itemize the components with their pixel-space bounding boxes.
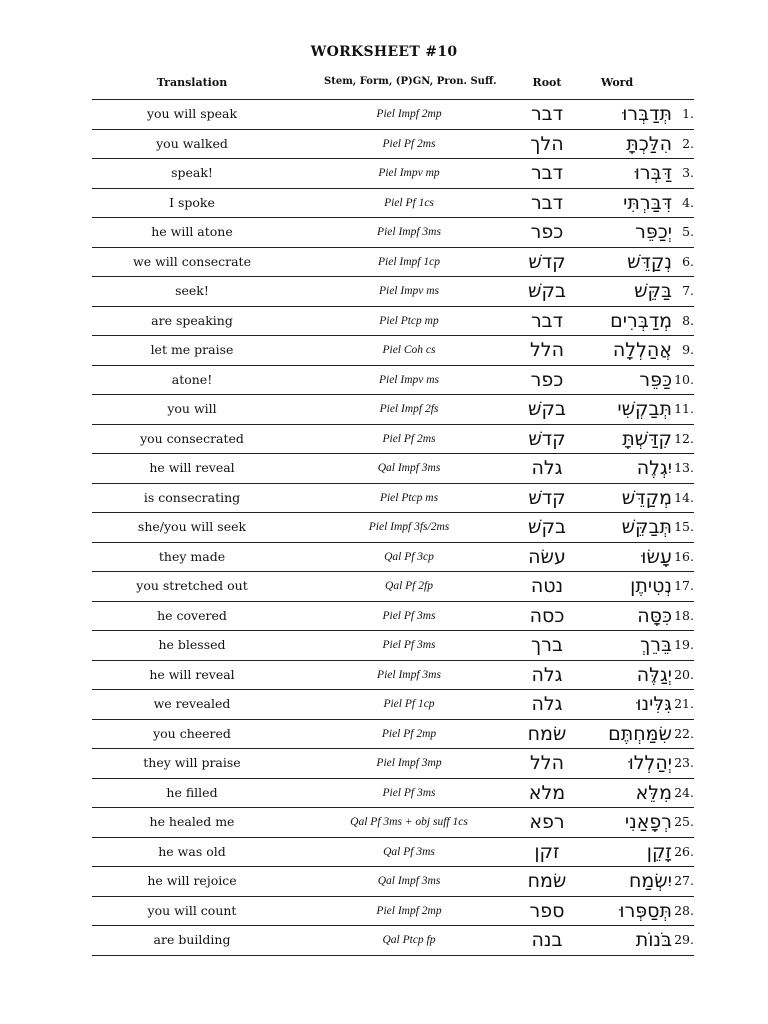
number-cell: 25.: [674, 814, 694, 829]
stem-cell: Piel Pf 2ms: [382, 137, 436, 150]
translation-cell: you will speak: [146, 106, 238, 121]
translation-cell: he will reveal: [149, 666, 235, 682]
table-row: [92, 100, 694, 130]
translation-cell: we revealed: [153, 696, 231, 711]
root-cell: כפר: [530, 368, 564, 391]
translation-cell: he will reveal: [149, 460, 235, 475]
root-cell: הלך: [530, 132, 564, 155]
table-header: [92, 76, 692, 96]
stem-cell: Qal Impf 3ms: [377, 875, 441, 887]
word-cell: מִלֵּא: [635, 781, 672, 804]
number-cell: 1.: [682, 106, 694, 121]
number-cell: 4.: [682, 194, 694, 210]
table-row: [92, 926, 694, 956]
word-cell: יְהַלְלוּ: [628, 752, 672, 774]
translation-cell: he was old: [158, 843, 226, 859]
stem-cell: Piel Ptcp mp: [379, 314, 439, 327]
stem-cell: Piel Pf 3ms: [382, 609, 436, 622]
stem-cell: Piel Impf 3fs/2ms: [368, 521, 450, 533]
word-cell: בַּקֵּשׁ: [634, 280, 672, 302]
translation-cell: he filled: [166, 784, 218, 800]
stem-cell: Piel Ptcp ms: [379, 491, 439, 504]
number-cell: 20.: [674, 666, 694, 682]
stem-cell: Piel Pf 2mp: [381, 727, 437, 740]
root-cell: קדשׁ: [528, 250, 566, 273]
number-cell: 15.: [674, 519, 694, 534]
word-cell: זָקֵן: [646, 840, 672, 863]
translation-cell: they made: [158, 548, 226, 564]
root-cell: הלל: [529, 752, 564, 774]
translation-cell: they will praise: [143, 755, 241, 770]
root-cell: כסה: [529, 604, 565, 627]
table-row: [92, 897, 694, 927]
word-cell: יְכַפֵּר: [635, 221, 672, 243]
table-row: [92, 454, 694, 484]
word-cell: יִשְׂמַח: [628, 870, 672, 892]
stem-cell: Piel Pf 3ms: [382, 639, 436, 651]
translation-cell: seek!: [175, 283, 209, 298]
table-row: [92, 867, 694, 897]
table-row: [92, 779, 694, 809]
table-row: [92, 572, 694, 602]
translation-cell: you will count: [147, 902, 237, 918]
root-cell: בנה: [531, 929, 563, 951]
stem-cell: Piel Impf 3ms: [377, 668, 441, 681]
word-cell: מְדַבְּרִים: [610, 309, 672, 332]
stem-cell: Piel Pf 2ms: [382, 432, 436, 445]
stem-cell: Piel Impf 2fs: [379, 403, 439, 415]
number-cell: 18.: [674, 607, 694, 623]
number-cell: 28.: [674, 902, 694, 918]
stem-cell: Qal Impf 3ms: [377, 462, 441, 474]
translation-cell: you walked: [156, 135, 228, 151]
word-cell: יִגְלֶה: [636, 457, 672, 479]
root-cell: הלל: [529, 339, 564, 361]
word-cell: אֲהַלְלָה: [612, 339, 672, 361]
number-cell: 21.: [674, 696, 694, 711]
translation-cell: you stretched out: [136, 578, 248, 593]
header-translation: Translation: [156, 76, 228, 89]
word-cell: גִּלִּינוּ: [636, 693, 672, 715]
word-cell: כַּפֵּר: [639, 368, 672, 391]
word-cell: דִּבַּרְתִּי: [623, 191, 672, 214]
word-cell: יְגַלֶּה: [636, 663, 672, 686]
stem-cell: Qal Pf 3ms: [383, 845, 435, 858]
root-cell: דבר: [530, 103, 564, 125]
translation-cell: speak!: [171, 165, 213, 180]
table-row: [92, 425, 694, 455]
translation-cell: you consecrated: [140, 430, 244, 446]
stem-cell: Piel Coh cs: [382, 344, 436, 356]
table-row: [92, 159, 694, 189]
root-cell: שׂמח: [527, 870, 567, 892]
word-cell: שִׂמַּחְתֶּם: [608, 722, 672, 745]
table-row: [92, 248, 694, 278]
number-cell: 29.: [674, 932, 694, 947]
stem-cell: Piel Impv ms: [378, 373, 440, 386]
table-row: [92, 661, 694, 691]
stem-cell: Piel Impf 3ms: [377, 226, 441, 238]
root-cell: בקשׁ: [528, 280, 566, 302]
root-cell: שׂמח: [527, 722, 567, 745]
stem-cell: Qal Pf 2fp: [385, 580, 433, 592]
translation-cell: she/you will seek: [137, 519, 247, 534]
translation-cell: he blessed: [158, 637, 226, 652]
number-cell: 6.: [682, 253, 694, 269]
word-cell: נְקַדֵּשׁ: [627, 250, 672, 273]
root-cell: ספר: [529, 899, 565, 922]
stem-cell: Piel Pf 1cs: [384, 196, 434, 209]
root-cell: בקשׁ: [528, 516, 566, 538]
stem-cell: Piel Impv ms: [378, 285, 440, 297]
table-row: [92, 543, 694, 573]
number-cell: 5.: [682, 224, 694, 239]
word-cell: קִדַּשְׁתָּ: [622, 427, 672, 450]
header-word: Word: [600, 76, 634, 89]
table-row: [92, 336, 694, 366]
root-cell: גלה: [531, 663, 563, 686]
translation-cell: I spoke: [169, 194, 215, 210]
number-cell: 23.: [674, 755, 694, 770]
word-cell: דַּבְּרוּ: [634, 162, 672, 184]
number-cell: 22.: [674, 725, 694, 741]
root-cell: גלה: [531, 457, 563, 479]
header-root: Root: [532, 76, 562, 89]
stem-cell: Qal Ptcp fp: [382, 934, 436, 946]
stem-cell: Piel Impv mp: [378, 167, 440, 179]
number-cell: 8.: [682, 312, 694, 328]
table-row: [92, 307, 694, 337]
table-row: [92, 513, 694, 543]
word-cell: תְּסַפְּרוּ: [619, 899, 672, 922]
number-cell: 26.: [674, 843, 694, 859]
root-cell: דבר: [530, 309, 564, 332]
number-cell: 10.: [674, 371, 694, 387]
root-cell: קדשׁ: [528, 427, 566, 450]
number-cell: 3.: [682, 165, 694, 180]
table-row: [92, 720, 694, 750]
translation-cell: is consecrating: [143, 489, 241, 505]
root-cell: רפא: [529, 811, 565, 833]
stem-cell: Piel Impf 1cp: [378, 255, 440, 268]
translation-cell: are building: [153, 932, 231, 947]
translation-cell: he covered: [157, 607, 227, 623]
translation-cell: he will rejoice: [147, 873, 237, 888]
root-cell: זקן: [534, 840, 560, 863]
root-cell: בקשׁ: [528, 398, 566, 420]
table-row: [92, 690, 694, 720]
table-row: [92, 808, 694, 838]
number-cell: 24.: [674, 784, 694, 800]
table-row: [92, 838, 694, 868]
word-cell: בֹּנוֹת: [635, 929, 672, 951]
page-title: WORKSHEET #10: [310, 44, 458, 60]
translation-cell: you will: [167, 401, 217, 416]
number-cell: 12.: [674, 430, 694, 446]
word-cell: מְקַדֵּשׁ: [621, 486, 672, 509]
number-cell: 19.: [674, 637, 694, 652]
translation-cell: are speaking: [151, 312, 233, 328]
stem-cell: Piel Impf 2mp: [376, 108, 442, 120]
header-stem: Stem, Form, (P)GN, Pron. Suff.: [324, 76, 497, 87]
stem-cell: Qal Pf 3cp: [384, 550, 434, 563]
number-cell: 27.: [674, 873, 694, 888]
table-row: [92, 631, 694, 661]
table-row: [92, 218, 694, 248]
number-cell: 16.: [674, 548, 694, 564]
translation-cell: atone!: [171, 371, 213, 387]
word-cell: תְּדַבְּרוּ: [622, 103, 672, 125]
stem-cell: Piel Impf 2mp: [376, 904, 442, 917]
root-cell: דבר: [530, 162, 564, 184]
word-cell: תְּבַקְשִׁי: [617, 398, 672, 420]
root-cell: כפר: [530, 221, 564, 243]
number-cell: 17.: [674, 578, 694, 593]
worksheet-table: [92, 99, 694, 956]
root-cell: עשׂה: [528, 545, 566, 568]
root-cell: גלה: [531, 693, 563, 715]
word-cell: בֵּרֵךְ: [640, 634, 672, 656]
root-cell: קדשׁ: [528, 486, 566, 509]
table-row: [92, 602, 694, 632]
table-row: [92, 395, 694, 425]
number-cell: 14.: [674, 489, 694, 505]
translation-cell: we will consecrate: [133, 253, 251, 269]
table-row: [92, 484, 694, 514]
number-cell: 9.: [682, 342, 694, 357]
number-cell: 7.: [682, 283, 694, 298]
number-cell: 11.: [674, 401, 694, 416]
stem-cell: Piel Impf 3mp: [376, 757, 442, 769]
word-cell: כִּסָּה: [637, 604, 672, 627]
stem-cell: Piel Pf 1cp: [383, 698, 435, 710]
translation-cell: he healed me: [149, 814, 235, 829]
root-cell: ברך: [531, 634, 563, 656]
number-cell: 13.: [674, 460, 694, 475]
word-cell: הִלַּכְתָּ: [626, 132, 672, 155]
table-row: [92, 277, 694, 307]
translation-cell: you cheered: [153, 725, 231, 741]
root-cell: נטה: [530, 575, 564, 597]
table-row: [92, 130, 694, 160]
table-row: [92, 189, 694, 219]
root-cell: מלא: [528, 781, 566, 804]
number-cell: 2.: [682, 135, 694, 151]
table-row: [92, 749, 694, 779]
stem-cell: Piel Pf 3ms: [382, 786, 436, 799]
word-cell: רְפָאַנִי: [624, 811, 672, 833]
translation-cell: let me praise: [150, 342, 234, 357]
word-cell: נְטִיתֶן: [630, 575, 672, 597]
stem-cell: Qal Pf 3ms + obj suff 1cs: [350, 816, 468, 828]
word-cell: תְּבַקֵּשׁ: [621, 516, 672, 538]
word-cell: עָשׂוּ: [641, 545, 672, 568]
table-row: [92, 366, 694, 396]
root-cell: דבר: [530, 191, 564, 214]
translation-cell: he will atone: [151, 224, 233, 239]
